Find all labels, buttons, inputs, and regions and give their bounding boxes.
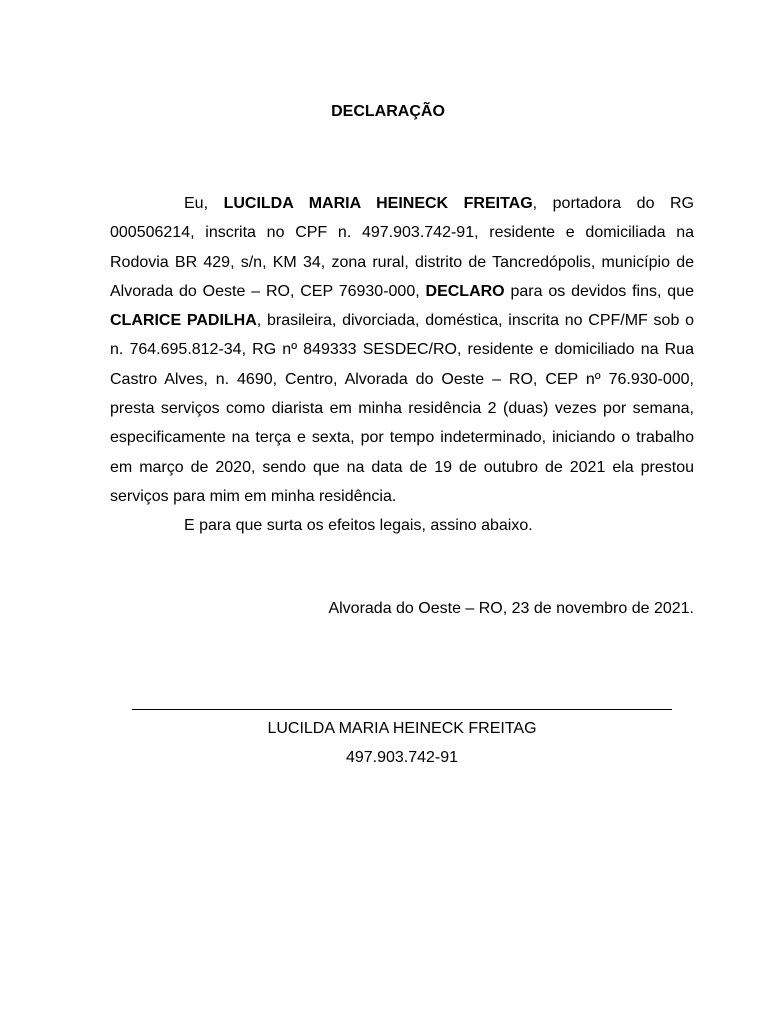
paragraph-text-2: , portadora do RG 000506214, inscrita no CPF n. 497.903.742-91, residente e domiciliada na Rodovia BR 429, s/n, KM 34, zona rural, distrito de Tancredópolis, município de Alvorada do Oeste – RO, CEP 76930-000, (110, 195, 695, 300)
declaro-keyword: DECLARO (425, 282, 505, 300)
date-line: Alvorada do Oeste – RO, 23 de novembro de 2021. (328, 600, 694, 617)
paragraph-text-4: , brasileira, divorciada, doméstica, inscrita no CPF/MF sob o n. 764.695.812-34, RG nº 849333 SESDEC/RO, residente e domiciliado na Rua Castro Alves, n. 4690, Centro, Alvorada do Oeste – RO, CEP nº 76.930-000, presta serviços como diarista em minha residência 2 (duas) vezes por semana, especificamente na terça e sexta, por tempo indeterminado, iniciando o trabalho em março de 2020, sendo que na data de 19 de outubro de 2021 ela prestou serviços para mim em minha residência. (110, 312, 694, 505)
document-title: DECLARAÇÃO (331, 103, 445, 120)
document-body (110, 189, 694, 541)
paragraph-text-1: Eu, (184, 195, 224, 212)
subject-name: CLARICE PADILHA (110, 312, 257, 330)
signature-name: LUCILDA MARIA HEINECK FREITAG (267, 720, 537, 737)
declarant-name: LUCILDA MARIA HEINECK FREITAG (223, 195, 533, 212)
signature-line (132, 709, 672, 710)
paragraph-text-3: para os devidos fins, que (504, 282, 694, 300)
declaration-paragraph (110, 189, 694, 511)
signature-cpf: 497.903.742-91 (345, 749, 459, 766)
closing-paragraph: E para que surta os efeitos legais, assino abaixo. (184, 517, 533, 535)
